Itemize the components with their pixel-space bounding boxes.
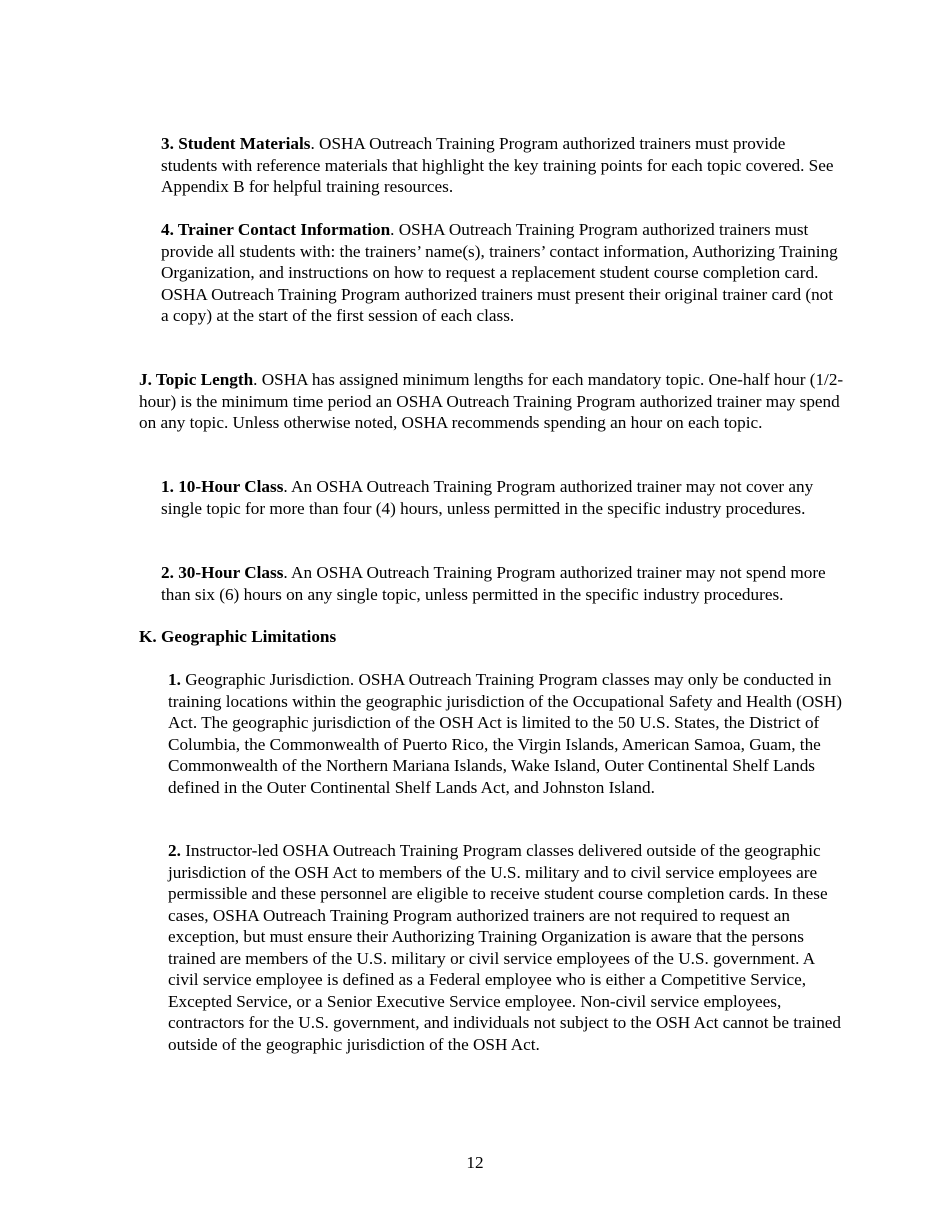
ten-hour-class-text: . An OSHA Outreach Training Program authorized trainer may not cover any single topic for more than four (4) hours, unless permitted in the specific industry procedures. <box>161 477 814 518</box>
trainer-contact-paragraph <box>161 219 841 327</box>
geographic-limitations-heading: K. Geographic Limitations <box>139 627 337 646</box>
geographic-jurisdiction-text: Geographic Jurisdiction. OSHA Outreach Training Program classes may only be conducted in training locations within the geographic jurisdiction of the Occupational Safety and Health (OSH) Act. The geographic jurisdiction of the OSH Act is limited to the 50 U.S. States, the District of Columbia, the Commonwealth of Puerto Rico, the Virgin Islands, American Samoa, Guam, the Commonwealth of the Northern Mariana Islands, Wake Island, Outer Continental Shelf Lands defined in the Outer Continental Shelf Lands Act, and Johnston Island. <box>168 670 842 797</box>
ten-hour-class-paragraph <box>161 476 841 519</box>
student-materials-heading: 3. Student Materials <box>161 134 311 153</box>
trainer-contact-text: . OSHA Outreach Training Program authorized trainers must provide all students with: the trainers’ name(s), trainers’ contact information, Authorizing Training Organization, and instructions on how to request a replacement student course completion card. OSHA Outreach Training Program authorized trainers must present their original trainer card (not a copy) at the start of the first session of each class. <box>161 220 838 325</box>
student-materials-text: . OSHA Outreach Training Program authorized trainers must provide students with reference materials that highlight the key training points for each topic covered. See Appendix B for helpful training resources. <box>161 134 834 196</box>
instructor-led-number: 2. <box>168 841 181 860</box>
trainer-contact-heading: 4. Trainer Contact Information <box>161 220 391 239</box>
geographic-jurisdiction-number: 1. <box>168 670 181 689</box>
geographic-jurisdiction-paragraph <box>168 669 848 798</box>
ten-hour-class-heading: 1. 10-Hour Class <box>161 477 284 496</box>
topic-length-paragraph <box>139 369 851 434</box>
thirty-hour-class-text: . An OSHA Outreach Training Program authorized trainer may not spend more than six (6) hours on any single topic, unless permitted in the specific industry procedures. <box>161 563 826 604</box>
page-number: 12 <box>466 1153 484 1172</box>
instructor-led-text: Instructor-led OSHA Outreach Training Program classes delivered outside of the geographic jurisdiction of the OSH Act to members of the U.S. military and to civil service employees are permissible and these personnel are eligible to receive student course completion cards. In these cases, OSHA Outreach Training Program authorized trainers are not required to request an exception, but must ensure their Authorizing Training Organization is aware that the persons trained are members of the U.S. military or civil service employees of the U.S. government. A civil service employee is defined as a Federal employee who is either a Competitive Service, Excepted Service, or a Senior Executive Service employee. Non-civil service employees, contractors for the U.S. government, and individuals not subject to the OSH Act cannot be trained outside of the geographic jurisdiction of the OSH Act. <box>168 841 842 1054</box>
thirty-hour-class-paragraph <box>161 562 851 605</box>
instructor-led-paragraph <box>168 840 848 1055</box>
student-materials-paragraph <box>161 133 841 198</box>
topic-length-heading: J. Topic Length <box>139 370 254 389</box>
topic-length-text: . OSHA has assigned minimum lengths for each mandatory topic. One-half hour (1/2-hour) is the minimum time period an OSHA Outreach Training Program authorized trainer may spend on any topic. Unless otherwise noted, OSHA recommends spending an hour on each topic. <box>139 370 844 432</box>
thirty-hour-class-heading: 2. 30-Hour Class <box>161 563 284 582</box>
